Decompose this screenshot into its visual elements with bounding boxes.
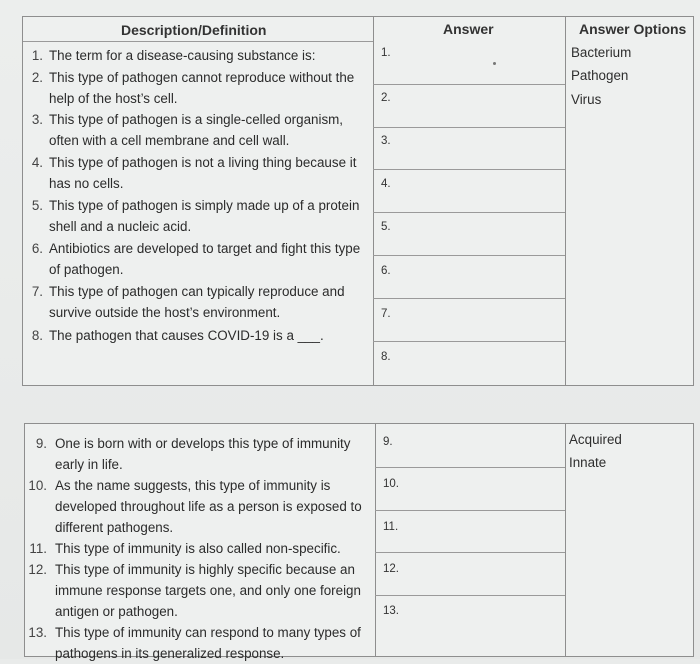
answer-option: Bacterium bbox=[571, 45, 632, 60]
description-header: Description/Definition bbox=[121, 22, 267, 38]
answer-number: 11. bbox=[383, 521, 399, 533]
column-divider bbox=[565, 424, 566, 656]
answer-blank-2[interactable] bbox=[395, 85, 561, 126]
answer-option: Innate bbox=[569, 455, 607, 470]
answer-blank-7[interactable] bbox=[395, 299, 561, 340]
immunity-table bbox=[24, 423, 694, 661]
answer-number: 8. bbox=[381, 351, 391, 363]
answer-number: 4. bbox=[381, 178, 391, 190]
answer-blank-11[interactable] bbox=[405, 511, 561, 551]
answer-blank-8[interactable] bbox=[395, 342, 561, 382]
answer-blank-12[interactable] bbox=[405, 553, 561, 594]
definitions-list: 1. The term for a disease-causing substance is: 2. This type of pathogen cannot reproduce without the help of the host’s cell. 3. This type of pathogen is a single-celled organism, often with a cell membrane and cell wall. 4. This type of pathogen is not a living thing because it has no cells. 5. This type of pathogen is simply made up of a protein shell and a nucleic acid. 6. Antibiotics are developed to target and fight this type of pathogen. 7. This type of pathogen can typically reproduce and survive outside the host’s environment. 8. The pathogen that causes COVID-19 is a ___. bbox=[31, 48, 361, 343]
column-divider bbox=[565, 17, 566, 385]
answer-blank-9[interactable] bbox=[405, 426, 561, 466]
header-rule bbox=[23, 41, 373, 42]
answer-option: Pathogen bbox=[571, 68, 629, 83]
answer-blank-6[interactable] bbox=[395, 256, 561, 297]
answer-blank-3[interactable] bbox=[395, 128, 561, 168]
answer-blank-1[interactable] bbox=[395, 43, 561, 83]
answer-number: 3. bbox=[381, 135, 391, 147]
answer-number: 13. bbox=[383, 605, 399, 617]
answer-blank-13[interactable] bbox=[405, 596, 561, 652]
answer-number: 9. bbox=[383, 436, 393, 448]
column-divider bbox=[375, 424, 376, 656]
answer-blank-5[interactable] bbox=[395, 213, 561, 254]
answer-number: 10. bbox=[383, 478, 399, 490]
answer-options-header: Answer Options bbox=[579, 21, 687, 37]
answer-option: Virus bbox=[571, 92, 602, 107]
answer-number: 12. bbox=[383, 563, 399, 575]
column-divider bbox=[373, 17, 374, 385]
answer-option: Acquired bbox=[569, 432, 622, 447]
definitions-list: 9. One is born with or develops this type of immunity early in life. 10. As the name suggests, this type of immunity is developed throughout life as a person is exposed to different pathogens. 11. This type of immunity is also called non-specific. 12. This type of immunity is highly specific because an immune response targets one, and only one foreign antigen or pathogen. 13. This type of immunity can respond to many types of pathogens in its generalized response. bbox=[28, 436, 362, 661]
answer-number: 6. bbox=[381, 265, 391, 277]
answer-header: Answer bbox=[443, 21, 494, 37]
answer-number: 2. bbox=[381, 92, 391, 104]
answer-blank-4[interactable] bbox=[395, 170, 561, 211]
answer-blank-10[interactable] bbox=[405, 468, 561, 509]
answer-number: 5. bbox=[381, 221, 391, 233]
pathogen-table bbox=[22, 16, 694, 386]
answer-number: 1. bbox=[381, 47, 391, 59]
answer-number: 7. bbox=[381, 308, 391, 320]
